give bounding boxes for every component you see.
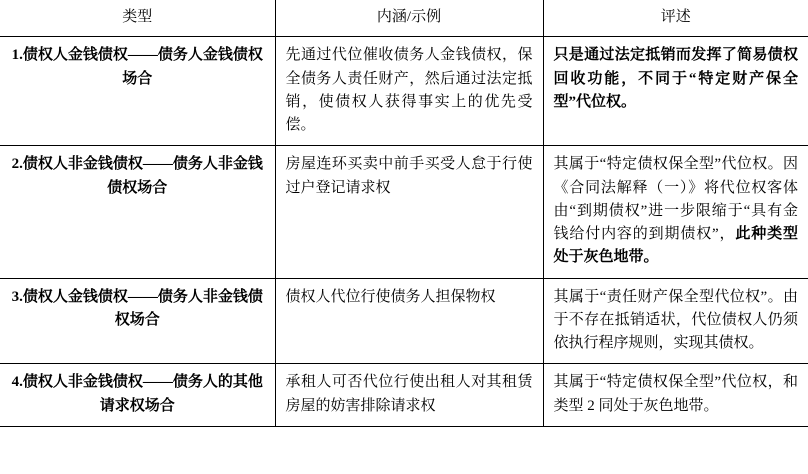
table-header-row xyxy=(0,0,808,37)
table-row xyxy=(0,278,808,364)
column-header-comment: 评述 xyxy=(543,0,808,37)
table-header xyxy=(0,0,808,37)
cell-meaning: 先通过代位催收债务人金钱债权，保全债务人责任财产，然后通过法定抵销，使债权人获得事实上的优先受偿。 xyxy=(275,37,543,146)
cell-type: 4.债权人非金钱债权——债务人的其他请求权场合 xyxy=(0,364,275,427)
cell-type: 2.债权人非金钱债权——债务人非金钱债权场合 xyxy=(0,146,275,278)
cell-meaning: 房屋连环买卖中前手买受人怠于行使过户登记请求权 xyxy=(275,146,543,278)
table-row xyxy=(0,146,808,278)
column-header-meaning: 内涵/示例 xyxy=(275,0,543,37)
cell-type: 1.债权人金钱债权——债务人金钱债权场合 xyxy=(0,37,275,146)
column-header-type: 类型 xyxy=(0,0,275,37)
cell-comment xyxy=(543,146,808,278)
cell-type: 3.债权人金钱债权——债务人非金钱债权场合 xyxy=(0,278,275,364)
cell-meaning: 债权人代位行使债务人担保物权 xyxy=(275,278,543,364)
comment-segment-emphasis: 此种类型处于灰色地带。 xyxy=(553,226,798,266)
cell-comment: 其属于“责任财产保全型代位权”。由于不存在抵销适状，代位债权人仍须依执行程序规则，实现其债权。 xyxy=(543,278,808,364)
cell-comment: 其属于“特定债权保全型”代位权，和类型 2 同处于灰色地带。 xyxy=(543,364,808,427)
table-row xyxy=(0,37,808,146)
cell-meaning: 承租人可否代位行使出租人对其租赁房屋的妨害排除请求权 xyxy=(275,364,543,427)
table-body xyxy=(0,37,808,427)
table-row xyxy=(0,364,808,427)
cell-comment: 只是通过法定抵销而发挥了简易债权回收功能，不同于“特定财产保全型”代位权。 xyxy=(543,37,808,146)
comment-segment-plain: 其属于“特定债权保全型”代位权。因《合同法解释（一）》将代位权客体由“到期债权”进一步限缩于“具有金钱给付内容的到期债权”， xyxy=(553,156,798,242)
